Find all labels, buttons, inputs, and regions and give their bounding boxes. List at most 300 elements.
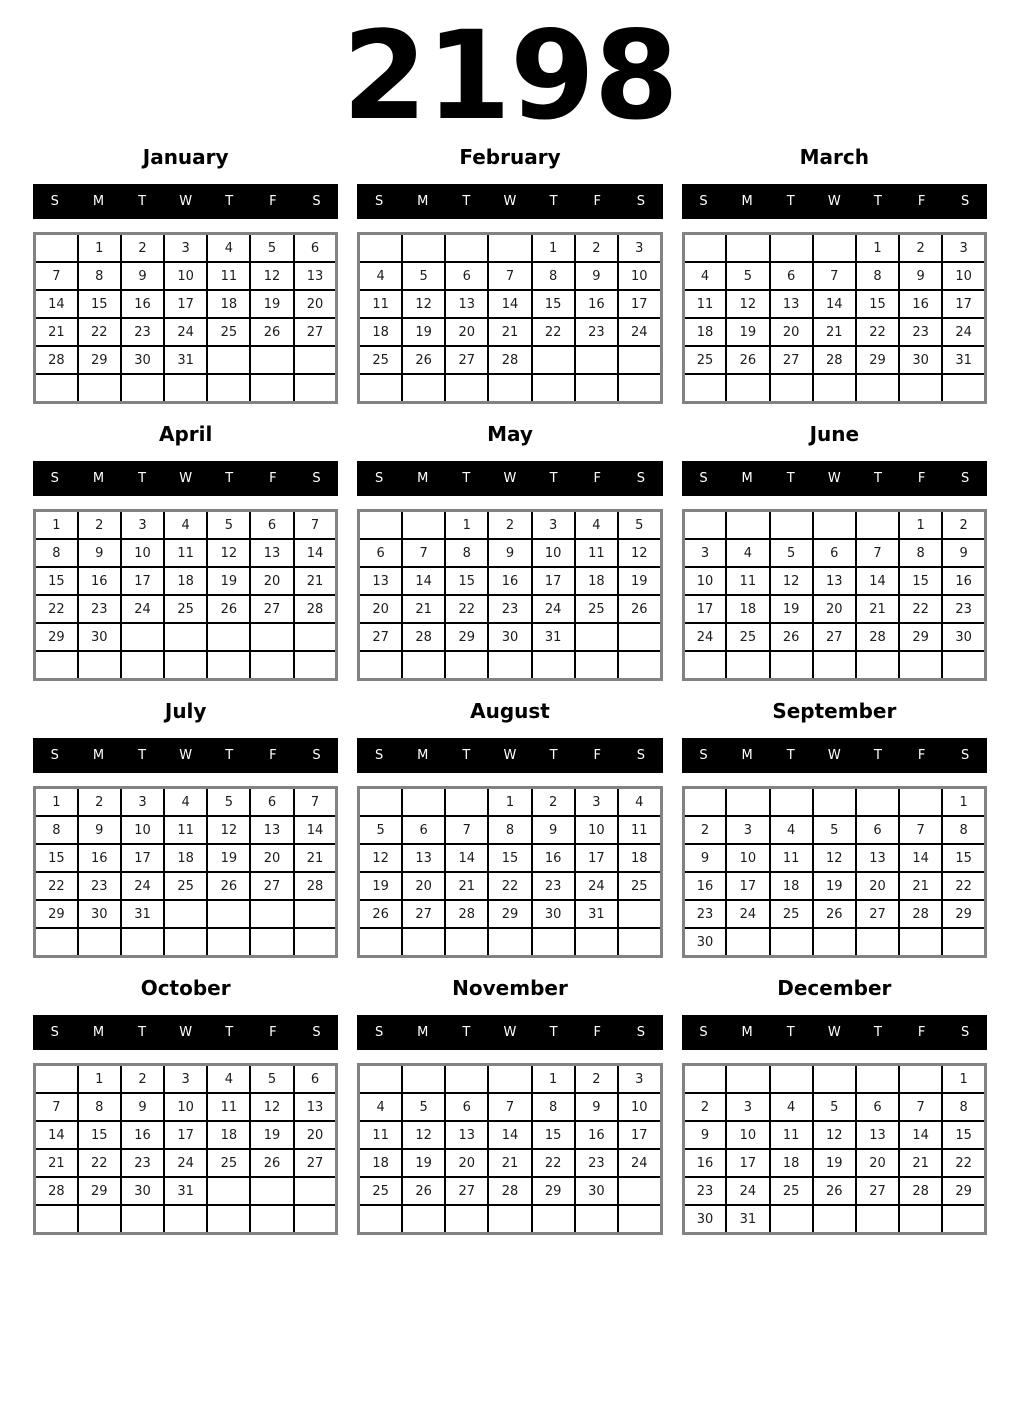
week-row (683, 539, 985, 567)
empty-day-cell (683, 1065, 726, 1094)
day-cell: 12 (770, 567, 813, 595)
day-cell: 9 (78, 539, 121, 567)
week-row (35, 1065, 337, 1094)
day-cell: 21 (856, 595, 899, 623)
day-cell: 21 (899, 872, 942, 900)
day-cell: 9 (899, 262, 942, 290)
empty-day-cell (575, 928, 618, 957)
weekday-label: S (636, 748, 645, 764)
month-title: February (459, 145, 561, 170)
day-cell: 20 (856, 872, 899, 900)
week-row (683, 374, 985, 403)
empty-day-cell (575, 623, 618, 651)
empty-day-cell (164, 374, 207, 403)
empty-day-cell (618, 651, 661, 680)
day-cell: 26 (250, 1149, 293, 1177)
week-row (683, 234, 985, 263)
day-cell: 14 (445, 844, 488, 872)
day-cell: 10 (121, 816, 164, 844)
weekday-label: T (549, 471, 558, 487)
empty-day-cell (294, 374, 337, 403)
day-cell: 27 (250, 872, 293, 900)
empty-day-cell (359, 1065, 402, 1094)
day-cell: 23 (683, 900, 726, 928)
day-cell: 4 (164, 788, 207, 817)
empty-day-cell (445, 374, 488, 403)
day-cell: 14 (488, 1121, 531, 1149)
day-cell: 23 (78, 872, 121, 900)
day-cell: 9 (488, 539, 531, 567)
day-cell: 28 (294, 872, 337, 900)
weekday-label: S (699, 748, 708, 764)
empty-day-cell (164, 1205, 207, 1234)
weekday-label: S (375, 748, 384, 764)
month-block-january (33, 145, 338, 404)
empty-day-cell (207, 928, 250, 957)
empty-day-cell (770, 234, 813, 263)
weekday-label: T (549, 748, 558, 764)
day-cell: 18 (726, 595, 769, 623)
day-cell: 2 (942, 511, 985, 540)
day-cell: 29 (488, 900, 531, 928)
day-cell: 14 (35, 1121, 78, 1149)
empty-day-cell (726, 511, 769, 540)
weekday-label: S (312, 1025, 321, 1041)
empty-day-cell (359, 651, 402, 680)
day-cell: 11 (683, 290, 726, 318)
day-cell: 8 (899, 539, 942, 567)
day-cell: 9 (683, 844, 726, 872)
month-block-september (682, 699, 987, 958)
empty-day-cell (402, 928, 445, 957)
day-cell: 6 (294, 1065, 337, 1094)
week-row (35, 1205, 337, 1234)
day-cell: 29 (899, 623, 942, 651)
day-cell: 4 (683, 262, 726, 290)
empty-day-cell (856, 511, 899, 540)
week-row (683, 1121, 985, 1149)
empty-day-cell (35, 1065, 78, 1094)
day-cell: 22 (35, 595, 78, 623)
empty-day-cell (207, 1177, 250, 1205)
day-cell: 28 (488, 346, 531, 374)
day-cell: 15 (942, 844, 985, 872)
day-cell: 6 (445, 1093, 488, 1121)
day-cell: 5 (250, 1065, 293, 1094)
empty-day-cell (207, 374, 250, 403)
weekday-label: S (50, 471, 59, 487)
empty-day-cell (488, 928, 531, 957)
week-row (683, 928, 985, 957)
weekday-label: S (636, 194, 645, 210)
week-row (359, 651, 661, 680)
day-cell: 28 (35, 346, 78, 374)
month-title: November (452, 976, 568, 1001)
day-cell: 10 (942, 262, 985, 290)
empty-day-cell (942, 928, 985, 957)
day-cell: 31 (575, 900, 618, 928)
empty-day-cell (207, 346, 250, 374)
week-row (35, 788, 337, 817)
day-cell: 2 (488, 511, 531, 540)
weekday-label: M (92, 1025, 105, 1041)
weekday-label: T (225, 748, 234, 764)
week-row (683, 567, 985, 595)
weekday-label: S (636, 1025, 645, 1041)
day-cell: 23 (121, 1149, 164, 1177)
day-cell: 29 (445, 623, 488, 651)
day-cell: 15 (35, 844, 78, 872)
day-cell: 27 (250, 595, 293, 623)
weekday-header-row (357, 461, 662, 496)
day-cell: 22 (856, 318, 899, 346)
empty-day-cell (250, 346, 293, 374)
day-cell: 16 (532, 844, 575, 872)
weekday-label: T (225, 1025, 234, 1041)
week-row (35, 374, 337, 403)
weekday-label: W (179, 1025, 193, 1041)
day-cell: 22 (488, 872, 531, 900)
day-cell: 16 (899, 290, 942, 318)
day-cell: 10 (164, 262, 207, 290)
month-date-grid (682, 1063, 987, 1235)
month-date-grid (357, 786, 662, 958)
day-cell: 1 (942, 788, 985, 817)
empty-day-cell (250, 1177, 293, 1205)
day-cell: 1 (532, 1065, 575, 1094)
month-title: September (772, 699, 897, 724)
day-cell: 31 (942, 346, 985, 374)
day-cell: 14 (402, 567, 445, 595)
day-cell: 12 (207, 816, 250, 844)
empty-day-cell (250, 374, 293, 403)
month-title: April (158, 422, 213, 447)
empty-day-cell (532, 1205, 575, 1234)
empty-day-cell (942, 1205, 985, 1234)
day-cell: 25 (770, 1177, 813, 1205)
day-cell: 22 (899, 595, 942, 623)
week-row (35, 1093, 337, 1121)
day-cell: 24 (121, 872, 164, 900)
empty-day-cell (78, 928, 121, 957)
day-cell: 15 (856, 290, 899, 318)
weekday-label: F (593, 748, 601, 764)
day-cell: 26 (770, 623, 813, 651)
week-row (35, 928, 337, 957)
day-cell: 16 (683, 1149, 726, 1177)
day-cell: 7 (488, 262, 531, 290)
day-cell: 24 (683, 623, 726, 651)
day-cell: 10 (683, 567, 726, 595)
empty-day-cell (726, 788, 769, 817)
empty-day-cell (250, 651, 293, 680)
empty-day-cell (856, 1205, 899, 1234)
empty-day-cell (770, 1205, 813, 1234)
week-row (359, 928, 661, 957)
empty-day-cell (121, 928, 164, 957)
month-title: December (777, 976, 892, 1001)
weekday-label: S (961, 471, 970, 487)
day-cell: 26 (207, 595, 250, 623)
day-cell: 21 (35, 1149, 78, 1177)
weekday-label: M (417, 1025, 429, 1041)
day-cell: 4 (359, 262, 402, 290)
day-cell: 15 (532, 1121, 575, 1149)
weekday-label: T (462, 471, 471, 487)
day-cell: 13 (402, 844, 445, 872)
day-cell: 11 (164, 539, 207, 567)
day-cell: 4 (207, 234, 250, 263)
day-cell: 20 (294, 1121, 337, 1149)
day-cell: 25 (359, 1177, 402, 1205)
weekday-label: F (593, 471, 601, 487)
weekday-label: T (462, 1025, 471, 1041)
day-cell: 25 (726, 623, 769, 651)
day-cell: 8 (445, 539, 488, 567)
empty-day-cell (250, 928, 293, 957)
weekday-header-row (33, 1015, 338, 1050)
empty-day-cell (402, 788, 445, 817)
day-cell: 16 (942, 567, 985, 595)
day-cell: 1 (942, 1065, 985, 1094)
empty-day-cell (683, 511, 726, 540)
weekday-label: S (699, 194, 708, 210)
weekday-label: T (225, 194, 234, 210)
day-cell: 12 (250, 1093, 293, 1121)
day-cell: 2 (899, 234, 942, 263)
day-cell: 29 (35, 623, 78, 651)
day-cell: 5 (250, 234, 293, 263)
day-cell: 29 (942, 900, 985, 928)
day-cell: 24 (164, 318, 207, 346)
weekday-label: M (417, 748, 429, 764)
day-cell: 8 (532, 262, 575, 290)
day-cell: 1 (78, 234, 121, 263)
week-row (683, 1205, 985, 1234)
day-cell: 24 (618, 1149, 661, 1177)
day-cell: 24 (532, 595, 575, 623)
day-cell: 21 (488, 1149, 531, 1177)
empty-day-cell (445, 234, 488, 263)
week-row (359, 374, 661, 403)
empty-day-cell (294, 928, 337, 957)
empty-day-cell (207, 1205, 250, 1234)
empty-day-cell (726, 234, 769, 263)
day-cell: 5 (402, 1093, 445, 1121)
day-cell: 8 (942, 816, 985, 844)
day-cell: 12 (813, 1121, 856, 1149)
empty-day-cell (78, 374, 121, 403)
day-cell: 26 (402, 346, 445, 374)
day-cell: 20 (856, 1149, 899, 1177)
day-cell: 4 (359, 1093, 402, 1121)
day-cell: 4 (164, 511, 207, 540)
weekday-label: T (873, 1025, 882, 1041)
week-row (683, 788, 985, 817)
day-cell: 8 (35, 539, 78, 567)
week-row (35, 595, 337, 623)
day-cell: 3 (532, 511, 575, 540)
empty-day-cell (35, 1205, 78, 1234)
day-cell: 12 (618, 539, 661, 567)
weekday-label: S (312, 748, 321, 764)
day-cell: 22 (942, 872, 985, 900)
day-cell: 20 (813, 595, 856, 623)
weekday-label: T (873, 194, 882, 210)
weekday-label: S (699, 471, 708, 487)
day-cell: 7 (35, 1093, 78, 1121)
week-row (359, 511, 661, 540)
day-cell: 6 (402, 816, 445, 844)
day-cell: 21 (402, 595, 445, 623)
day-cell: 7 (445, 816, 488, 844)
weekday-label: M (417, 194, 429, 210)
day-cell: 23 (575, 1149, 618, 1177)
weekday-label: F (917, 194, 926, 210)
day-cell: 11 (726, 567, 769, 595)
day-cell: 19 (813, 872, 856, 900)
empty-day-cell (402, 234, 445, 263)
week-row (359, 900, 661, 928)
day-cell: 21 (294, 844, 337, 872)
month-block-december (682, 976, 987, 1235)
day-cell: 19 (207, 567, 250, 595)
empty-day-cell (726, 928, 769, 957)
weekday-header-row (682, 461, 987, 496)
week-row (683, 872, 985, 900)
day-cell: 20 (250, 844, 293, 872)
weekday-label: F (593, 194, 601, 210)
day-cell: 19 (770, 595, 813, 623)
day-cell: 5 (813, 1093, 856, 1121)
week-row (683, 1065, 985, 1094)
day-cell: 21 (445, 872, 488, 900)
day-cell: 30 (899, 346, 942, 374)
day-cell: 21 (294, 567, 337, 595)
day-cell: 3 (575, 788, 618, 817)
empty-day-cell (445, 928, 488, 957)
day-cell: 13 (250, 816, 293, 844)
day-cell: 28 (813, 346, 856, 374)
day-cell: 3 (726, 1093, 769, 1121)
day-cell: 23 (121, 318, 164, 346)
day-cell: 3 (164, 234, 207, 263)
month-date-grid (33, 232, 338, 404)
weekday-label: T (786, 194, 795, 210)
day-cell: 10 (726, 1121, 769, 1149)
day-cell: 18 (683, 318, 726, 346)
day-cell: 6 (250, 788, 293, 817)
empty-day-cell (770, 374, 813, 403)
week-row (359, 1149, 661, 1177)
empty-day-cell (618, 1205, 661, 1234)
empty-day-cell (445, 788, 488, 817)
weekday-label: W (827, 471, 841, 487)
day-cell: 21 (35, 318, 78, 346)
day-cell: 6 (445, 262, 488, 290)
day-cell: 26 (359, 900, 402, 928)
day-cell: 17 (726, 1149, 769, 1177)
day-cell: 19 (726, 318, 769, 346)
month-block-august (357, 699, 662, 958)
day-cell: 4 (770, 816, 813, 844)
day-cell: 27 (813, 623, 856, 651)
day-cell: 10 (164, 1093, 207, 1121)
day-cell: 30 (683, 928, 726, 957)
day-cell: 29 (78, 346, 121, 374)
day-cell: 16 (575, 290, 618, 318)
empty-day-cell (488, 234, 531, 263)
week-row (683, 1093, 985, 1121)
empty-day-cell (294, 1205, 337, 1234)
day-cell: 21 (488, 318, 531, 346)
month-date-grid (357, 509, 662, 681)
day-cell: 25 (164, 872, 207, 900)
year-title: 2198 (342, 5, 678, 147)
empty-day-cell (121, 374, 164, 403)
day-cell: 19 (359, 872, 402, 900)
day-cell: 7 (402, 539, 445, 567)
day-cell: 29 (942, 1177, 985, 1205)
week-row (683, 290, 985, 318)
week-row (35, 567, 337, 595)
day-cell: 7 (856, 539, 899, 567)
day-cell: 5 (402, 262, 445, 290)
week-row (359, 318, 661, 346)
weekday-header-row (682, 738, 987, 773)
day-cell: 4 (575, 511, 618, 540)
day-cell: 4 (207, 1065, 250, 1094)
empty-day-cell (488, 1065, 531, 1094)
day-cell: 22 (78, 1149, 121, 1177)
day-cell: 2 (78, 788, 121, 817)
weekday-label: T (786, 1025, 795, 1041)
day-cell: 27 (359, 623, 402, 651)
weekday-label: T (873, 748, 882, 764)
day-cell: 23 (942, 595, 985, 623)
day-cell: 4 (618, 788, 661, 817)
day-cell: 18 (575, 567, 618, 595)
weekday-header-row (357, 738, 662, 773)
empty-day-cell (618, 900, 661, 928)
month-block-july (33, 699, 338, 958)
day-cell: 28 (445, 900, 488, 928)
weekday-label: M (92, 471, 105, 487)
weekday-label: W (503, 471, 517, 487)
empty-day-cell (294, 651, 337, 680)
week-row (683, 816, 985, 844)
day-cell: 3 (683, 539, 726, 567)
day-cell: 8 (78, 1093, 121, 1121)
empty-day-cell (856, 928, 899, 957)
weekday-label: M (92, 194, 105, 210)
empty-day-cell (35, 928, 78, 957)
week-row (359, 262, 661, 290)
empty-day-cell (618, 346, 661, 374)
day-cell: 2 (78, 511, 121, 540)
day-cell: 3 (164, 1065, 207, 1094)
empty-day-cell (899, 651, 942, 680)
day-cell: 28 (35, 1177, 78, 1205)
empty-day-cell (942, 651, 985, 680)
day-cell: 31 (726, 1205, 769, 1234)
month-block-april (33, 422, 338, 681)
day-cell: 18 (359, 1149, 402, 1177)
day-cell: 29 (78, 1177, 121, 1205)
week-row (35, 1177, 337, 1205)
day-cell: 6 (359, 539, 402, 567)
empty-day-cell (532, 346, 575, 374)
